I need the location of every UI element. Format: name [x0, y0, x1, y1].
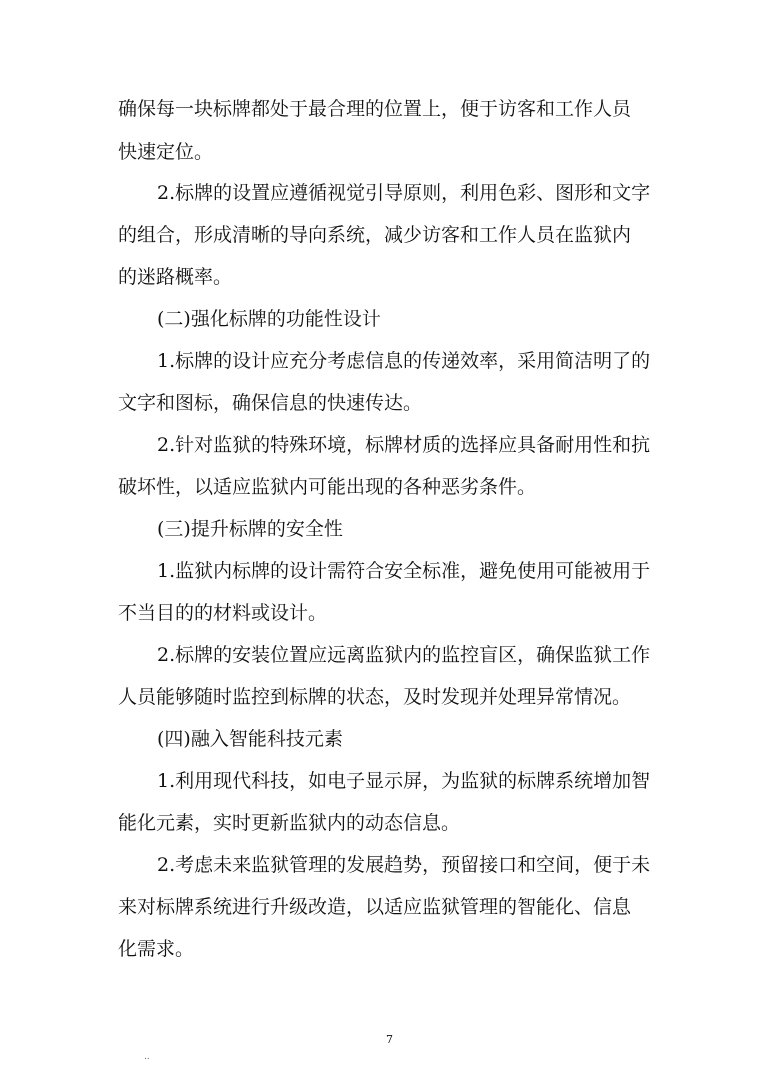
page-number: 7: [386, 1033, 393, 1046]
text-line: 破坏性，以适应监狱内可能出现的各种恶劣条件。: [118, 476, 537, 498]
section-heading: (四)融入智能科技元素: [157, 728, 343, 750]
text-line: 2.针对监狱的特殊环境，标牌材质的选择应具备耐用性和抗: [157, 434, 651, 456]
section-heading: (二)强化标牌的功能性设计: [157, 308, 381, 330]
text-line: 不当目的的材料或设计。: [118, 602, 328, 624]
text-line: 1.监狱内标牌的设计需符合安全标准，避免使用可能被用于: [157, 560, 651, 582]
text-line: 2.标牌的设置应遵循视觉引导原则，利用色彩、图形和文字: [157, 182, 651, 204]
text-line: 文字和图标，确保信息的快速传达。: [118, 392, 423, 414]
text-line: 1.利用现代科技，如电子显示屏，为监狱的标牌系统增加智: [157, 770, 651, 792]
section-heading: (三)提升标牌的安全性: [157, 518, 343, 540]
text-line: 的组合，形成清晰的导向系统，减少访客和工作人员在监狱内: [118, 224, 632, 246]
text-line: 来对标牌系统进行升级改造，以适应监狱管理的智能化、信息: [118, 896, 632, 918]
text-line: 能化元素，实时更新监狱内的动态信息。: [118, 812, 461, 834]
text-line: 2.考虑未来监狱管理的发展趋势，预留接口和空间，便于未: [157, 854, 651, 876]
text-line: 2.标牌的安装位置应远离监狱内的监控盲区，确保监狱工作: [157, 644, 651, 666]
text-line: 1.标牌的设计应充分考虑信息的传递效率，采用简洁明了的: [157, 350, 651, 372]
text-line: 化需求。: [118, 938, 195, 960]
text-line: 的迷路概率。: [118, 266, 233, 288]
footer-mark: ..: [144, 1052, 150, 1062]
text-line: 快速定位。: [118, 141, 214, 163]
text-line: 确保每一块标牌都处于最合理的位置上，便于访客和工作人员: [118, 98, 632, 120]
text-line: 人员能够随时监控到标牌的状态，及时发现并处理异常情况。: [118, 686, 632, 708]
